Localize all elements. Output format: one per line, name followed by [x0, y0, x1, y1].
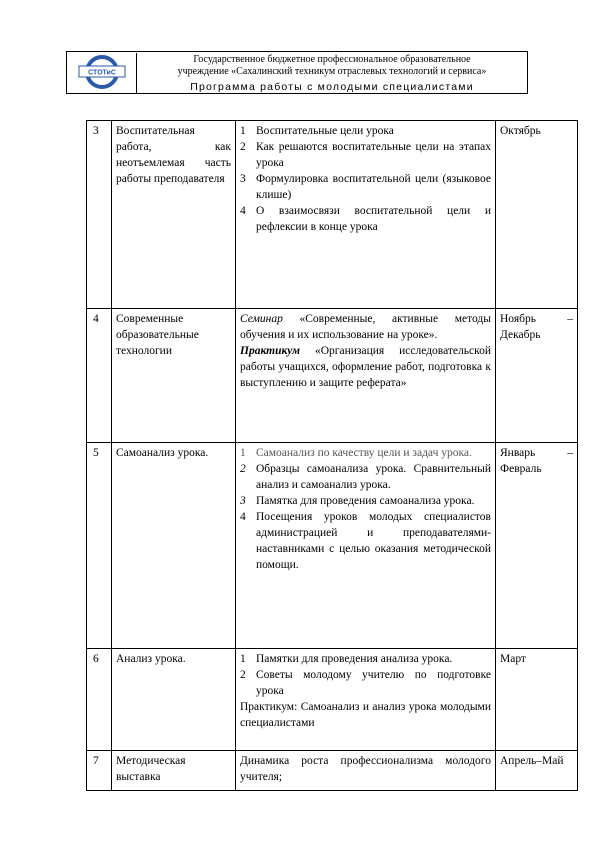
program-title: Программа работы с молодыми специалистами	[190, 81, 474, 93]
list-item: 1 Памятки для проведения анализа урока.	[240, 653, 453, 665]
org-line-2: учреждение «Сахалинский техникум отраслевых технологий и сервиса»	[177, 66, 487, 77]
table-row	[87, 443, 578, 649]
list-item: 4 Посещения уроков молодых специалистов администрацией и преподавателями-наставниками с целью оказания методической помощи.	[240, 511, 491, 571]
list-item: 2 Как решаются воспитательные цели на этапах урока	[240, 141, 491, 169]
row-content: Динамика роста профессионализма молодого учителя;	[236, 751, 496, 791]
list-item: 4 О взаимосвязи воспитательной цели и рефлексии в конце урока	[240, 205, 491, 233]
row-topic: Методическая выставка	[112, 751, 236, 791]
list-item: 1 Самоанализ по качеству цели и задач урока.	[240, 447, 472, 459]
row-number: 7	[87, 751, 112, 791]
row-number: 5	[87, 443, 112, 649]
row-content	[236, 121, 496, 309]
row-topic: Самоанализ урока.	[112, 443, 236, 649]
logo-text: СТОТиС	[88, 69, 116, 77]
row-term: Январь – Февраль	[496, 443, 578, 649]
content-list	[240, 123, 491, 235]
seminar-block	[240, 311, 491, 343]
list-item: 1 Воспитательные цели урока	[240, 125, 394, 137]
row-number: 3	[87, 121, 112, 309]
logo-emblem-icon	[69, 53, 135, 91]
row-term: Апрель–Май	[496, 751, 578, 791]
org-line-1: Государственное бюджетное профессиональное образовательное	[193, 54, 471, 65]
practicum-text: «Организация исследовательской работы учащихся, оформление работ, подготовка к выступлению и защите реферата»	[240, 345, 492, 389]
college-logo	[69, 53, 137, 93]
table-row	[87, 121, 578, 309]
content-list	[240, 651, 491, 699]
row-topic: Современные образовательные технологии	[112, 309, 236, 443]
document-header	[66, 51, 528, 94]
row-content	[236, 649, 496, 751]
seminar-label: Семинар	[240, 313, 283, 325]
table-row	[87, 309, 578, 443]
row-number: 4	[87, 309, 112, 443]
practicum-note: Практикум: Самоанализ и анализ урока молодыми специалистами	[240, 701, 491, 729]
row-term: Ноябрь – Декабрь	[496, 309, 578, 443]
table-row	[87, 751, 578, 791]
list-item: 3 Формулировка воспитательной цели (языковое клише)	[240, 173, 491, 201]
row-term: Март	[496, 649, 578, 751]
list-item: 3 Памятка для проведения самоанализа урока.	[240, 495, 475, 507]
list-item: 2 Советы молодому учителю по подготовке урока	[240, 669, 491, 697]
seminar-text: «Современные, активные методы обучения и их использование на уроке».	[240, 313, 491, 341]
table-row	[87, 649, 578, 751]
row-topic: Воспитательная работа, как неотъемлемая часть работы преподавателя	[112, 121, 236, 309]
row-content	[236, 309, 496, 443]
program-table	[86, 120, 578, 791]
organization-name	[137, 54, 527, 78]
list-item: 2 Образцы самоанализа урока. Сравнительный анализ и самоанализ урока.	[240, 463, 491, 491]
row-number: 6	[87, 649, 112, 751]
row-term: Октябрь	[496, 121, 578, 309]
content-list	[240, 445, 491, 573]
practicum-label: Практикум	[240, 345, 300, 357]
row-topic: Анализ урока.	[112, 649, 236, 751]
practicum-block	[240, 343, 491, 391]
row-content	[236, 443, 496, 649]
